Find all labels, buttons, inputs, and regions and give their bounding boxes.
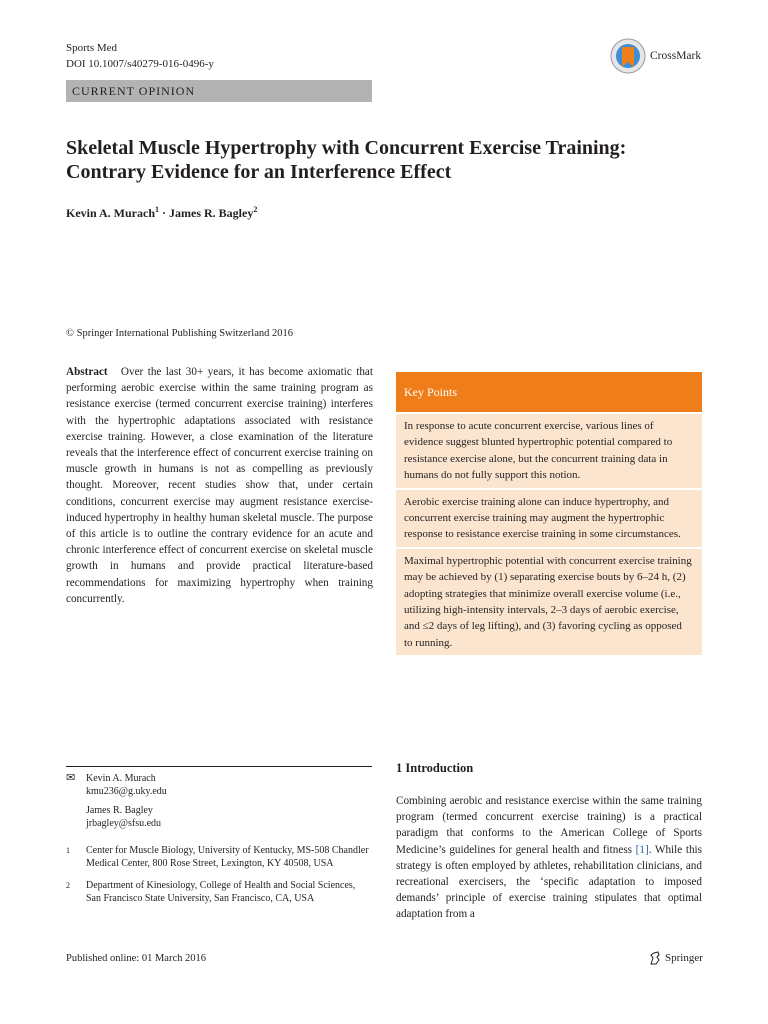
abstract-text: Over the last 30+ years, it has become axiomatic that performing aerobic exercise within the same training program as resistance exercise (termed concurrent exercise training) interferes with the hypertrophic adaptations associated with resistance exercise training. However, a close examination of the literature reveals that the interference effect of concurrent exercise training on muscle growth in humans is not as compelling as previously thought. Moreover, recent studies show that, under certain conditions, concurrent exercise may augment resistance exercise-induced hypertrophy in healthy human skeletal muscle. The purpose of this article is to outline the contrary evidence for an acute and chronic interference effect of concurrent exercise on skeletal muscle growth in humans and provide practical literature-based recommendations for maximizing hypertrophy when training concurrently. — [66, 366, 373, 605]
publisher-logo — [648, 951, 703, 965]
crossmark-icon — [610, 38, 646, 74]
email-link[interactable]: kmu236@g.uky.edu — [86, 786, 167, 797]
journal-name: Sports Med — [66, 42, 118, 54]
affiliation — [66, 844, 372, 870]
corresponding-name: Kevin A. Murach — [86, 773, 156, 784]
copyright-notice: © Springer International Publishing Switzerland 2016 — [66, 328, 293, 339]
key-point: Aerobic exercise training alone can induce hypertrophy, and concurrent exercise training may augment the hypertrophic response to resistance exercise training in some circumstances. — [396, 488, 702, 547]
author-name[interactable]: James R. Bagley — [169, 206, 254, 220]
section-label: CURRENT OPINION — [66, 80, 372, 102]
key-point: Maximal hypertrophic potential with concurrent exercise training may be achieved by (1) separating exercise bouts by 6–24 h, (2) adopting strategies that minimize overall exercise volume (i.e., utilizing high-intensity intervals, 2–3 days of aerobic exercise, and ≤2 days of leg lifting), and (3) favoring cycling as opposed to running. — [396, 547, 702, 655]
section-heading: 1 Introduction — [396, 761, 474, 775]
author-affiliation-mark: 2 — [253, 205, 258, 214]
crossmark-label: CrossMark — [650, 50, 702, 62]
key-point: In response to acute concurrent exercise, various lines of evidence suggest blunted hypertrophic potential compared to resistance exercise alone, but the concurrent training data in humans do not fully support this notion. — [396, 412, 702, 488]
envelope-icon: ✉ — [66, 772, 76, 784]
key-points-box — [396, 372, 702, 655]
introduction-text — [396, 793, 702, 923]
publisher-name: Springer — [665, 952, 703, 964]
author-affiliation-mark: 1 — [155, 205, 159, 214]
author-list — [66, 205, 257, 221]
author-footnotes — [66, 770, 372, 914]
email-link[interactable]: jrbagley@sfsu.edu — [86, 818, 162, 829]
intro-paragraph: Combining aerobic and resistance exercise within the same training program (termed concurrent exercise training) is a practical paradigm that conforms to the American College of Sports Medicine’s guidelines for general health and fitness — [396, 795, 702, 856]
affiliation-mark: 1 — [66, 846, 70, 855]
affiliation-text: Department of Kinesiology, College of Health and Social Sciences, San Francisco State University, San Francisco, CA, USA — [86, 880, 356, 904]
doi: DOI 10.1007/s40279-016-0496-y — [66, 58, 214, 70]
publication-date: Published online: 01 March 2016 — [66, 953, 206, 964]
affiliation — [66, 879, 372, 905]
footnote-divider — [66, 766, 372, 767]
article-title: Skeletal Muscle Hypertrophy with Concurrent Exercise Training: Contrary Evidence for an Interference Effect — [66, 137, 627, 183]
affiliation-text: Center for Muscle Biology, University of Kentucky, MS-508 Chandler Medical Center, 800 Rose Street, Lexington, KY 40508, USA — [86, 845, 369, 869]
corresponding-author — [66, 804, 372, 830]
corresponding-name: James R. Bagley — [86, 805, 153, 816]
journal-header — [66, 40, 214, 72]
key-points-title: Key Points — [396, 372, 702, 412]
author-name[interactable]: Kevin A. Murach — [66, 206, 155, 220]
affiliation-mark: 2 — [66, 881, 70, 890]
citation-link[interactable]: [1] — [635, 843, 649, 856]
abstract — [66, 364, 373, 607]
springer-horse-icon — [648, 951, 662, 965]
crossmark-badge[interactable] — [610, 38, 701, 74]
intro-paragraph-cont: . While this strategy is often employed by athletes, rehabilitation clinicians, and recreational exercisers, the ‘specific adaptation to imposed demands’ principle of exercise training stipulates that optimal adaptation from a — [396, 843, 703, 921]
abstract-label: Abstract — [66, 366, 108, 378]
author-separator: · — [159, 206, 170, 220]
corresponding-author — [66, 772, 372, 798]
